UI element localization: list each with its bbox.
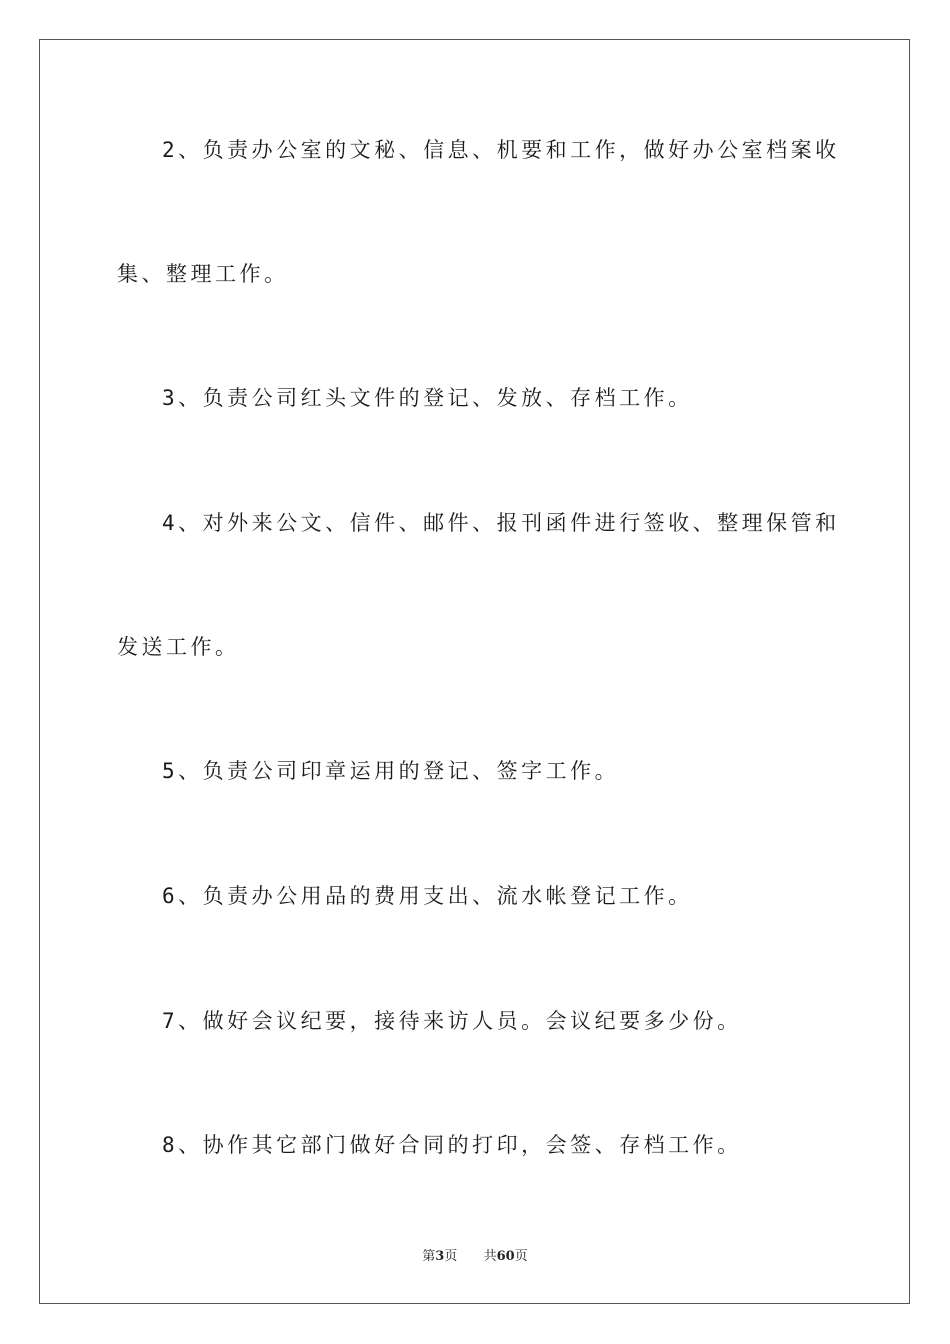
paragraph-line: 5、负责公司印章运用的登记、签字工作。 bbox=[162, 759, 620, 783]
total-suffix: 页 bbox=[514, 1249, 528, 1264]
page-number-label bbox=[422, 1249, 457, 1265]
page-footer bbox=[0, 1249, 950, 1265]
page-border bbox=[39, 39, 910, 1304]
total-prefix: 共 bbox=[483, 1249, 497, 1264]
total-page-count: 60 bbox=[496, 1249, 515, 1264]
paragraph-line: 发送工作。 bbox=[117, 635, 240, 659]
page-suffix: 页 bbox=[444, 1249, 458, 1264]
paragraph-line: 8、协作其它部门做好合同的打印，会签、存档工作。 bbox=[162, 1133, 742, 1157]
paragraph-line: 7、做好会议纪要，接待来访人员。会议纪要多少份。 bbox=[162, 1009, 742, 1033]
paragraph-line: 3、负责公司红头文件的登记、发放、存档工作。 bbox=[162, 386, 693, 410]
total-pages-label bbox=[484, 1249, 528, 1265]
paragraph-line: 2、负责办公室的文秘、信息、机要和工作，做好办公室档案收 bbox=[162, 138, 840, 162]
paragraph-line: 4、对外来公文、信件、邮件、报刊函件进行签收、整理保管和 bbox=[162, 511, 840, 535]
paragraph-line: 6、负责办公用品的费用支出、流水帐登记工作。 bbox=[162, 884, 693, 908]
page-prefix: 第 bbox=[422, 1249, 436, 1264]
paragraph-line: 集、整理工作。 bbox=[117, 262, 289, 286]
current-page-number: 3 bbox=[435, 1249, 445, 1264]
